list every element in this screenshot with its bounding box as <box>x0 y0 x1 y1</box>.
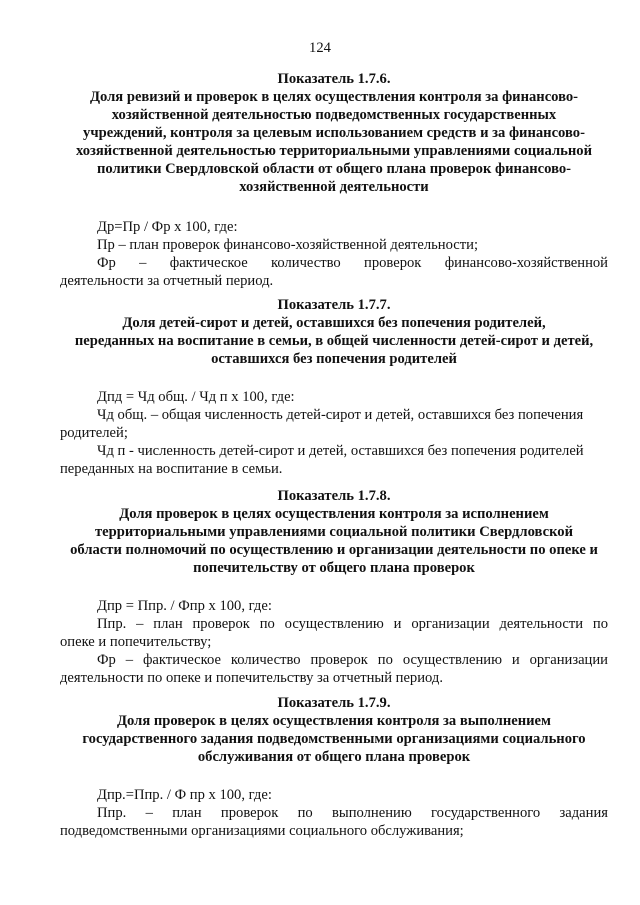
definition-word: задания <box>559 805 608 821</box>
definition-word: финансово-хозяйственной <box>444 255 608 271</box>
definition: Пр – план проверок финансово-хозяйственной деятельности; <box>97 237 478 253</box>
definition-continuation: деятельности за отчетный период. <box>60 273 274 289</box>
title-line: государственного задания подведомственными организациями социального <box>82 731 586 747</box>
section-heading: Показатель 1.7.7. <box>277 297 391 313</box>
definition-word: по <box>297 805 313 821</box>
definition-word: количество <box>271 255 341 271</box>
definition: Чд общ. – общая численность детей-сирот и детей, оставшихся без попечения <box>97 407 584 423</box>
definition-word: проверок <box>364 255 422 271</box>
definition <box>60 804 608 822</box>
definition-continuation: опеке и попечительству; <box>60 634 212 650</box>
section-1-7-9 <box>60 694 608 840</box>
definition: Фр – фактическое количество проверок по осуществлению и организации <box>97 652 608 668</box>
title-line: хозяйственной деятельностью территориальными управлениями социальной <box>76 143 592 159</box>
definition-continuation: родителей; <box>60 425 128 441</box>
title-line: Доля детей-сирот и детей, оставшихся без попечения родителей, <box>122 315 546 331</box>
page-number: 124 <box>309 40 331 56</box>
section-1-7-6 <box>60 70 608 290</box>
definition-word: проверок <box>220 805 279 821</box>
title-line: учреждений, контроля за целевым использованием средств и за финансово- <box>83 125 585 141</box>
section-heading: Показатель 1.7.9. <box>277 695 391 711</box>
formula: Др=Пр / Фр х 100, где: <box>97 219 238 235</box>
section-title <box>60 314 608 368</box>
title-line: политики Свердловской области от общего плана проверок финансово- <box>96 161 572 177</box>
title-line: территориальными управлениями социальной политики Свердловской <box>94 524 574 540</box>
title-line: попечительству от общего плана проверок <box>193 560 475 576</box>
section-title <box>60 505 608 577</box>
definition-continuation: подведомственными организациями социального обслуживания; <box>60 823 464 839</box>
formula: Дпд = Чд общ. / Чд п х 100, где: <box>97 389 295 405</box>
definition-word: Ппр. <box>97 805 127 821</box>
title-line: хозяйственной деятельности <box>239 179 429 195</box>
title-line: оставшихся без попечения родителей <box>211 351 457 367</box>
definition-word: Фр <box>97 255 116 271</box>
section-1-7-7 <box>60 296 608 478</box>
definition: Чд п - численность детей-сирот и детей, оставшихся без попечения родителей <box>97 443 584 459</box>
formula: Дпр.=Ппр. / Ф пр х 100, где: <box>97 787 272 803</box>
title-line: области полномочий по осуществлению и организации деятельности по опеке и <box>70 542 598 558</box>
title-line: обслуживания от общего плана проверок <box>197 749 471 765</box>
title-line: хозяйственной деятельностью подведомственных государственных <box>111 107 557 123</box>
definition-word: фактическое <box>169 255 248 271</box>
definition-word: государственного <box>431 805 541 821</box>
section-title <box>60 88 608 196</box>
definition-word: план <box>172 805 202 821</box>
definition <box>60 254 608 272</box>
definition-word: выполнению <box>332 805 412 821</box>
title-line: Доля проверок в целях осуществления контроля за выполнением <box>117 713 551 729</box>
section-heading: Показатель 1.7.6. <box>277 71 391 87</box>
definition-continuation: деятельности по опеке и попечительству за отчетный период. <box>60 670 443 686</box>
section-title <box>60 712 608 766</box>
definition-word: – <box>145 805 153 821</box>
section-heading: Показатель 1.7.8. <box>277 488 391 504</box>
title-line: Доля ревизий и проверок в целях осуществления контроля за финансово- <box>89 89 579 105</box>
definition-continuation: переданных на воспитание в семьи. <box>60 461 283 477</box>
formula: Дпр = Ппр. / Фпр х 100, где: <box>97 598 272 614</box>
title-line: переданных на воспитание в семьи, в общей численности детей-сирот и детей, <box>74 333 594 349</box>
definition-word: – <box>139 255 147 271</box>
definition: Ппр. – план проверок по осуществлению и организации деятельности по <box>97 616 608 632</box>
section-1-7-8 <box>60 487 608 687</box>
title-line: Доля проверок в целях осуществления контроля за исполнением <box>119 506 549 522</box>
